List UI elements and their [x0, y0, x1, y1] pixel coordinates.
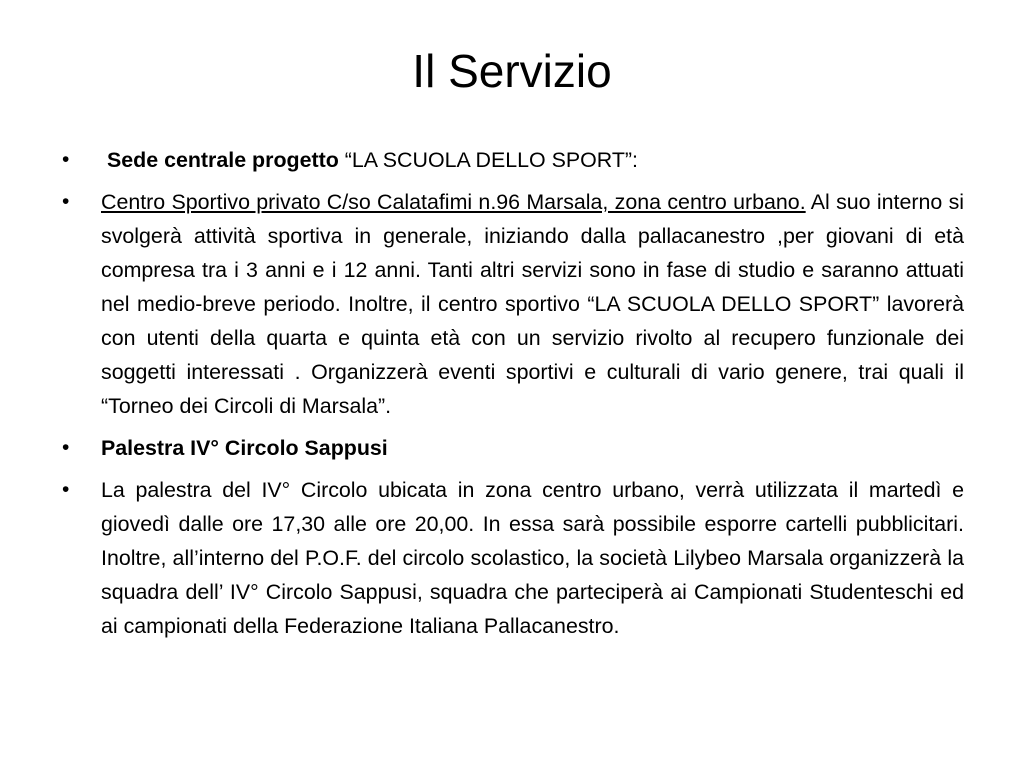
bullet-icon: •	[62, 190, 70, 213]
bullet-bold-text: Sede centrale progetto	[107, 148, 339, 172]
bullet-icon: •	[62, 148, 70, 171]
bullet-text: Al suo interno si svolgerà attività sportiva in generale, iniziando dalla pallacanestro ,per giovani di età compresa tra i 3 anni e i 12 anni. Tanti altri servizi sono in fase di studio e saranno attuati nel medio-breve periodo. Inoltre, il centro sportivo “LA SCUOLA DELLO SPORT” lavorerà con utenti della quarta e quinta età con un servizio rivolto al recupero funzionale dei soggetti interessati . Organizzerà eventi sportivi e culturali di vario genere, trai quali il “Torneo dei Circoli di Marsala”.	[101, 190, 965, 418]
bullet-icon: •	[62, 436, 70, 459]
bullet-underlined-text: Centro Sportivo privato C/so Calatafimi n.96 Marsala, zona centro urbano.	[101, 190, 806, 214]
bullet-item-palestra	[62, 431, 964, 465]
bullet-item-sede	[62, 143, 964, 177]
slide-title: Il Servizio	[412, 45, 612, 97]
bullet-item-palestra-details	[62, 473, 964, 643]
bullet-bold-text: Palestra IV° Circolo Sappusi	[101, 436, 388, 460]
bullet-icon: •	[62, 478, 70, 501]
bullet-list	[62, 143, 964, 651]
bullet-text: La palestra del IV° Circolo ubicata in zona centro urbano, verrà utilizzata il martedì e giovedì dalle ore 17,30 alle ore 20,00. In essa sarà possibile esporre cartelli pubblicitari. Inoltre, all’interno del P.O.F. del circolo scolastico, la società Lilybeo Marsala organizzerà la squadra dell’ IV° Circolo Sappusi, squadra che parteciperà ai Campionati Studenteschi ed ai campionati della Federazione Italiana Pallacanestro.	[101, 478, 964, 638]
bullet-text: “LA SCUOLA DELLO SPORT”:	[338, 148, 638, 172]
bullet-item-centro-sportivo	[62, 185, 964, 423]
